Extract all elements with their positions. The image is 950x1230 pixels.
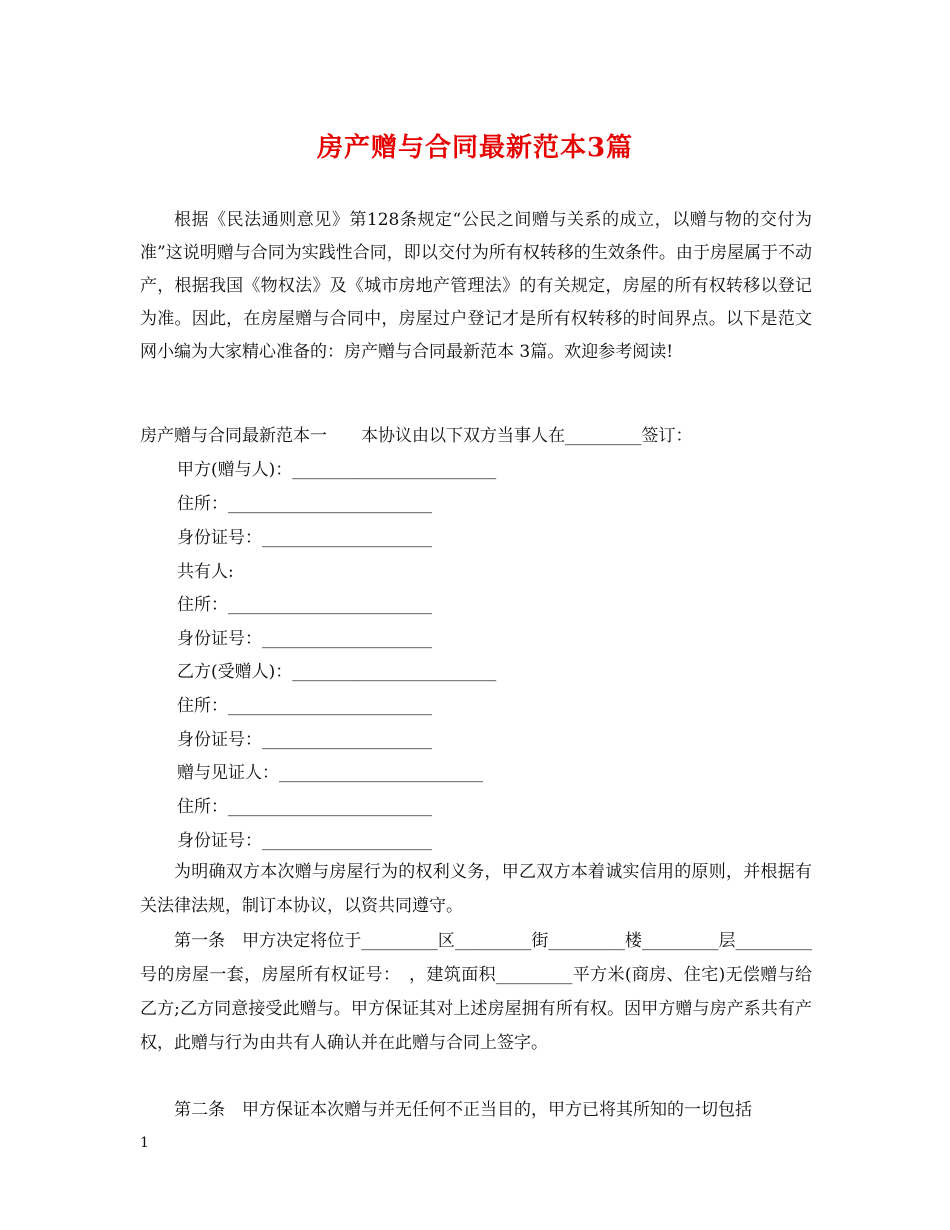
co-owner-id-field: 身份证号：____________________ [177,629,432,649]
co-owner-address-field: 住所：________________________ [177,595,432,615]
witness-field: 赠与见证人：________________________ [177,763,483,783]
co-owner-field: 共有人: [177,562,234,582]
article-1: 第一条 甲方决定将位于_________区_________街_________楼_________层_________号的房屋一套，房屋所有权证号： ，建筑面积_________平方米(商房、住宅)无偿赠与给乙方;乙方同意接受此赠与。甲方保证其对上述房屋拥有所有权。因甲方赠与房产系共有产权，此赠与行为由共有人确认并在此赠与合同上签字。 [140,931,812,1053]
donee-field: 乙方(受赠人)：________________________ [177,662,497,682]
agreement-line: 房产赠与合同最新范本一 本协议由以下双方当事人在_________签订： [140,426,693,446]
intro-paragraph: 根据《民法通则意见》第128条规定“公民之间赠与关系的成立，以赠与物的交付为准”这说明赠与合同为实践性合同，即以交付为所有权转移的生效条件。由于房屋属于不动产，根据我国《物权法》及《城市房地产管理法》的有关规定，房屋的所有权转移以登记为准。因此，在房屋赠与合同中，房屋过户登记才是所有权转移的时间界点。以下是范文网小编为大家精心准备的：房产赠与合同最新范本 3篇。欢迎参考阅读! [140,210,812,362]
witness-id-field: 身份证号：____________________ [177,831,432,851]
donee-id-field: 身份证号：____________________ [177,730,432,750]
page-number: 1 [140,1135,149,1151]
article-2: 第二条 甲方保证本次赠与并无任何不正当目的，甲方已将其所知的一切包括 [174,1100,752,1120]
donor-id-field: 身份证号：____________________ [177,528,432,548]
donee-address-field: 住所：________________________ [177,696,432,716]
donor-address-field: 住所：________________________ [177,494,432,514]
document-title: 房产赠与合同最新范本3篇 [316,133,634,163]
purpose-paragraph: 为明确双方本次赠与房屋行为的权利义务，甲乙双方本着诚实信用的原则，并根据有关法律法规，制订本协议，以资共同遵守。 [140,862,812,916]
witness-address-field: 住所：________________________ [177,797,432,817]
donor-field: 甲方(赠与人)：________________________ [177,460,497,480]
